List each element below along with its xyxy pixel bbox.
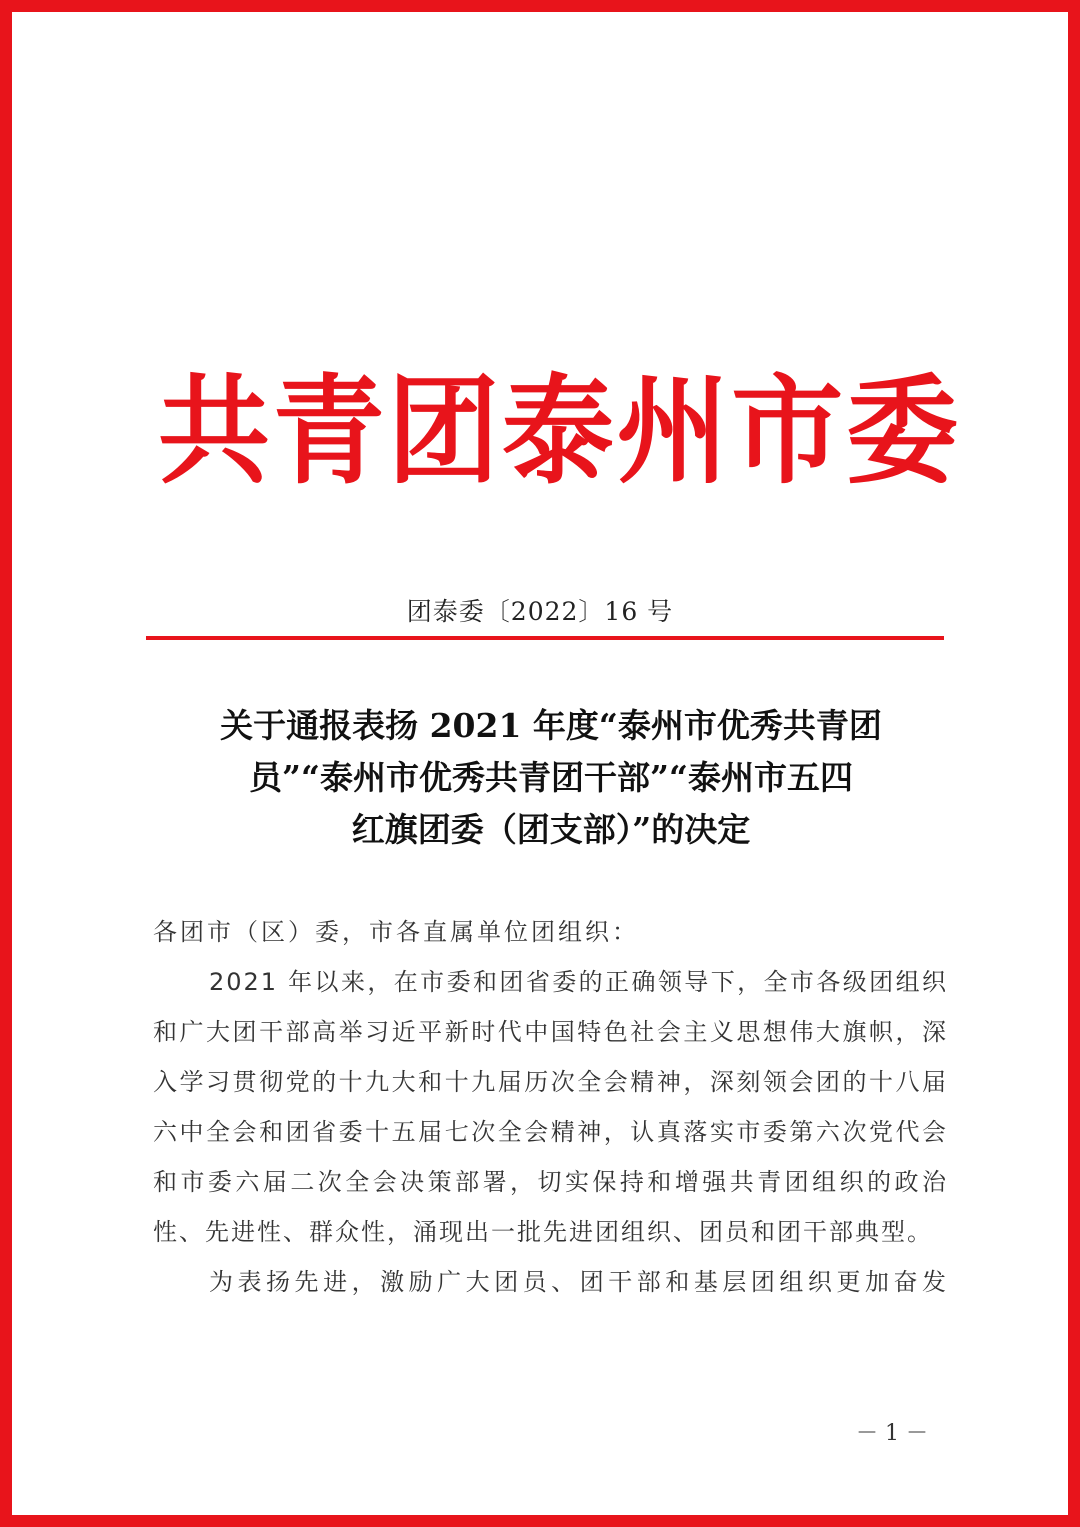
title-line-2: 员”“泰州市优秀共青团干部”“泰州市五四 xyxy=(249,758,853,797)
masthead-title xyxy=(158,362,958,502)
masthead-char: 州 xyxy=(616,362,729,501)
masthead-char: 委 xyxy=(845,362,958,501)
masthead-char: 市 xyxy=(731,362,844,501)
document-title xyxy=(156,700,946,856)
masthead-char: 青 xyxy=(272,362,385,501)
body-paragraph-2: 为表扬先进，激励广大团员、团干部和基层团组织更加奋发 xyxy=(209,1268,948,1296)
body-paragraph-1: 2021 年以来，在市委和团省委的正确领导下，全市各级团组织和广大团干部高举习近平新时代中国特色社会主义思想伟大旗帜，深入学习贯彻党的十九大和十九届历次全会精神，深刻领会团的十八届六中全会和团省委十五届七次全会精神，认真落实市委第六次党代会和市委六届二次全会决策部署，切实保持和增强共青团组织的政治性、先进性、群众性，涌现出一批先进团组织、团员和团干部典型。 xyxy=(153,968,948,1246)
document-number: 团泰委〔2022〕16 号 xyxy=(406,597,674,626)
title-line-1: 关于通报表扬 2021 年度“泰州市优秀共青团 xyxy=(220,706,882,745)
salutation: 各团市（区）委，市各直属单位团组织： xyxy=(153,918,639,946)
red-divider-line xyxy=(146,636,944,640)
page-number: － 1 － xyxy=(856,1421,928,1446)
document-body xyxy=(153,907,948,1307)
masthead-char: 团 xyxy=(387,362,500,501)
title-line-3: 红旗团委（团支部）”的决定 xyxy=(351,810,751,849)
masthead-char: 共 xyxy=(158,362,270,501)
masthead-char: 泰 xyxy=(501,362,614,501)
